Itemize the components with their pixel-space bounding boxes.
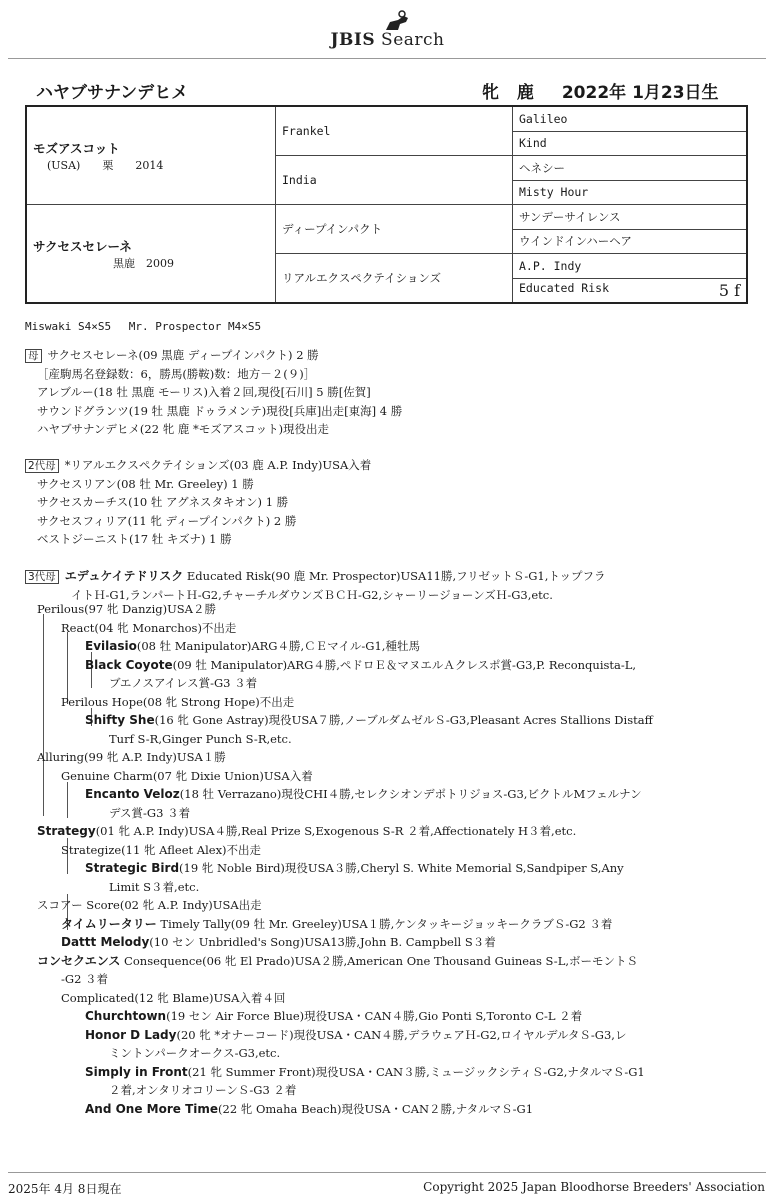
horse-link[interactable]: Encanto Veloz <box>85 787 180 801</box>
family-number: 5 f <box>718 280 740 300</box>
dam-info: 黒鹿 2009 <box>113 256 174 270</box>
second-dam-section <box>25 456 745 549</box>
descendant-tree <box>25 600 755 1118</box>
logo-search: Search <box>381 30 445 50</box>
tree-row: (16 牝 Gone Astray)現役USA７勝,ノーブルダムゼルＳ-G3,Pleasant Acres Stallions Distaff <box>154 713 653 727</box>
tree-row: Limit S３着,etc. <box>109 879 200 894</box>
tree-row: (21 牝 Summer Front)現役USA・CAN３勝,ミュージックシティＳ-G2,ナタルマＳ-G1 <box>187 1064 645 1079</box>
footer-copyright: Copyright 2025 Japan Bloodhorse Breeders' Association <box>423 1180 765 1194</box>
pedigree-gen3[interactable]: Educated Risk <box>519 280 610 295</box>
tree-row: (20 牝 *オナーコード)現役USA・CAN４勝,デラウェアＨ-G2,ロイヤルデルタＳ-G3,レ <box>176 1027 627 1042</box>
horse-link[interactable]: Honor D Lady <box>85 1027 177 1042</box>
dam-name[interactable]: サクセスセレーネ <box>33 238 132 254</box>
pedigree-gen3[interactable]: Kind <box>513 131 748 156</box>
horse-link[interactable]: Simply in Front <box>85 1064 188 1079</box>
horse-link[interactable]: コンセクエンス <box>37 953 121 968</box>
pedigree-gen3[interactable]: A.P. Indy <box>513 254 748 279</box>
pedigree-dam-cell <box>26 205 276 304</box>
tree-row: ブエノスアイレス賞-G3 ３着 <box>109 676 258 690</box>
second-dam-line: サクセスカーチス(10 牡 アグネスタキオン) 1 勝 <box>37 495 289 509</box>
pedigree-gen3[interactable]: サンデーサイレンス <box>513 205 748 230</box>
horse-color: 鹿 <box>516 83 534 103</box>
pedigree-table <box>25 105 748 304</box>
third-dam-head-cont: イトＨ-G1,ランパートＨ-G2,チャーチルダウンズＢＣＨ-G2,シャーリージョーンズＨ-G3,etc. <box>71 587 553 602</box>
pedigree-gen2[interactable]: India <box>276 156 513 205</box>
dam-line: アレブルー(18 牡 黒鹿 モーリス)入着２回,現役[石川] 5 勝[佐賀] <box>37 385 371 399</box>
third-dam-section <box>25 567 745 604</box>
tree-row: (10 セン Unbridled's Song)USA13勝,John B. Campbell S３着 <box>149 935 496 949</box>
second-dam-line: ベストジーニスト(17 牡 キズナ) 1 勝 <box>37 532 232 546</box>
header-divider <box>8 58 766 59</box>
tree-row: (09 牡 Manipulator)ARG４勝,ペドロＥ＆マヌエルＡクレスポ賞-G3,P. Reconquista-L, <box>172 657 637 672</box>
tree-row: Perilous(97 牝 Danzig)USA２勝 <box>37 602 216 616</box>
logo-jbis: JBIS <box>330 30 376 50</box>
section-tag: 母 <box>25 349 42 363</box>
third-dam-head: Educated Risk(90 鹿 Mr. Prospector)USA11勝,フリゼットＳ-G1,トップフラ <box>183 569 606 583</box>
dam-line: ハヤブサナンデヒメ(22 牝 鹿 *モズアスコット)現役出走 <box>37 422 330 436</box>
horse-sex: 牝 <box>482 83 499 103</box>
dam-section <box>25 346 745 439</box>
tree-row: Strategize(11 牝 Afleet Alex)不出走 <box>61 842 262 857</box>
pedigree-sire-cell <box>26 106 276 205</box>
section-tag: 2代母 <box>25 459 59 473</box>
horse-link[interactable]: Strategic Bird <box>85 861 180 875</box>
footer-date: 2025年 4月 8日現在 <box>8 1182 122 1196</box>
horse-link[interactable]: Shifty She <box>85 713 155 727</box>
second-dam-line: *リアルエクスペクテイションズ(03 鹿 A.P. Indy)USA入着 <box>64 458 372 472</box>
tree-row: Genuine Charm(07 牝 Dixie Union)USA入着 <box>61 768 313 783</box>
horse-link[interactable]: タイムリータリー <box>61 916 157 931</box>
tree-row: Perilous Hope(08 牝 Strong Hope)不出走 <box>61 694 295 709</box>
second-dam-line: サクセスフィリア(11 牝 ディープインパクト) 2 勝 <box>37 513 297 528</box>
tree-row: Complicated(12 牝 Blame)USA入着４回 <box>61 990 286 1005</box>
pedigree-gen2[interactable]: ディープインパクト <box>276 205 513 254</box>
tree-row: スコアー Score(02 牝 A.P. Indy)USA出走 <box>37 898 262 912</box>
tree-row: デス賞-G3 ３着 <box>109 805 191 820</box>
tree-row: (22 牝 Omaha Beach)現役USA・CAN２勝,ナタルマＳ-G1 <box>218 1101 534 1116</box>
footer-divider <box>8 1172 766 1173</box>
dam-line: サクセスセレーネ(09 黒鹿 ディープインパクト) 2 勝 <box>47 348 319 362</box>
pedigree-gen3[interactable]: ウインドインハーヘア <box>513 229 748 254</box>
pedigree-gen2[interactable]: リアルエクスペクテイションズ <box>276 254 513 304</box>
tree-row: React(04 牝 Monarchos)不出走 <box>61 620 237 635</box>
tree-row: Alluring(99 牝 A.P. Indy)USA１勝 <box>37 750 226 764</box>
tree-row: ミントンパークオークス-G3,etc. <box>109 1046 281 1060</box>
pedigree-gen3[interactable]: Galileo <box>513 106 748 131</box>
tree-row: -G2 ３着 <box>61 972 109 986</box>
horse-link[interactable]: Black Coyote <box>85 657 173 672</box>
section-tag: 3代母 <box>25 570 59 584</box>
tree-row: (08 牡 Manipulator)ARG４勝,ＣＥマイル-G1,種牡馬 <box>136 639 420 653</box>
dam-line: サウンドグランツ(19 牡 黒鹿 ドゥラメンテ)現役[兵庫]出走[東海] 4 勝 <box>37 403 403 418</box>
second-dam-line: サクセスリアン(08 牡 Mr. Greeley) 1 勝 <box>37 476 254 491</box>
dam-line: ［産駒馬名登録数：6，勝馬(勝鞍)数：地方－２(９)］ <box>37 366 316 381</box>
horse-link[interactable]: And One More Time <box>85 1101 219 1116</box>
tree-row: Timely Tally(09 牡 Mr. Greeley)USA１勝,ケンタッキージョッキークラブＳ-G2 ３着 <box>156 916 613 931</box>
horse-link[interactable]: Evilasio <box>85 639 137 653</box>
sire-name[interactable]: モズアスコット <box>33 140 120 156</box>
horse-jockey-icon <box>378 10 418 32</box>
horse-link[interactable]: Dattt Melody <box>61 935 150 949</box>
sire-info: (USA) 栗 2014 <box>47 158 164 172</box>
tree-row: ２着,オンタリオコリーンＳ-G3 ２着 <box>109 1083 297 1097</box>
tree-row: (19 牝 Noble Bird)現役USA３勝,Cheryl S. White Memorial S,Sandpiper S,Any <box>179 861 624 875</box>
tree-row: (18 牡 Verrazano)現役CHI４勝,セレクシオンデポトリジョス-G3,ビクトルMフェルナン <box>179 787 642 801</box>
inbreeding-info: Miswaki S4×S5 Mr. Prospector M4×S5 <box>25 320 262 333</box>
jbis-logo[interactable] <box>0 10 775 50</box>
pedigree-gen3[interactable]: Misty Hour <box>513 180 748 205</box>
pedigree-gen3[interactable]: ヘネシー <box>513 156 748 181</box>
horse-info <box>482 78 731 103</box>
pedigree-gen3-last <box>513 278 748 303</box>
horse-name: ハヤブサナンデヒメ <box>36 83 189 103</box>
horse-link[interactable]: Strategy <box>37 824 96 838</box>
horse-link[interactable]: Churchtown <box>85 1009 167 1023</box>
tree-row: Consequence(06 牝 El Prado)USA２勝,American One Thousand Guineas S-L,ボーモントＳ <box>120 953 638 968</box>
tree-row: Turf S-R,Ginger Punch S-R,etc. <box>109 731 292 746</box>
tree-row: (19 セン Air Force Blue)現役USA・CAN４勝,Gio Ponti S,Toronto C-L ２着 <box>166 1009 583 1023</box>
tree-row: (01 牝 A.P. Indy)USA４勝,Real Prize S,Exogenous S-R ２着,Affectionately H３着,etc. <box>95 824 577 838</box>
pedigree-gen2[interactable]: Frankel <box>276 106 513 156</box>
third-dam-name[interactable]: エデュケイテドリスク <box>64 569 184 583</box>
horse-birth: 2022年 1月23日生 <box>561 83 719 103</box>
